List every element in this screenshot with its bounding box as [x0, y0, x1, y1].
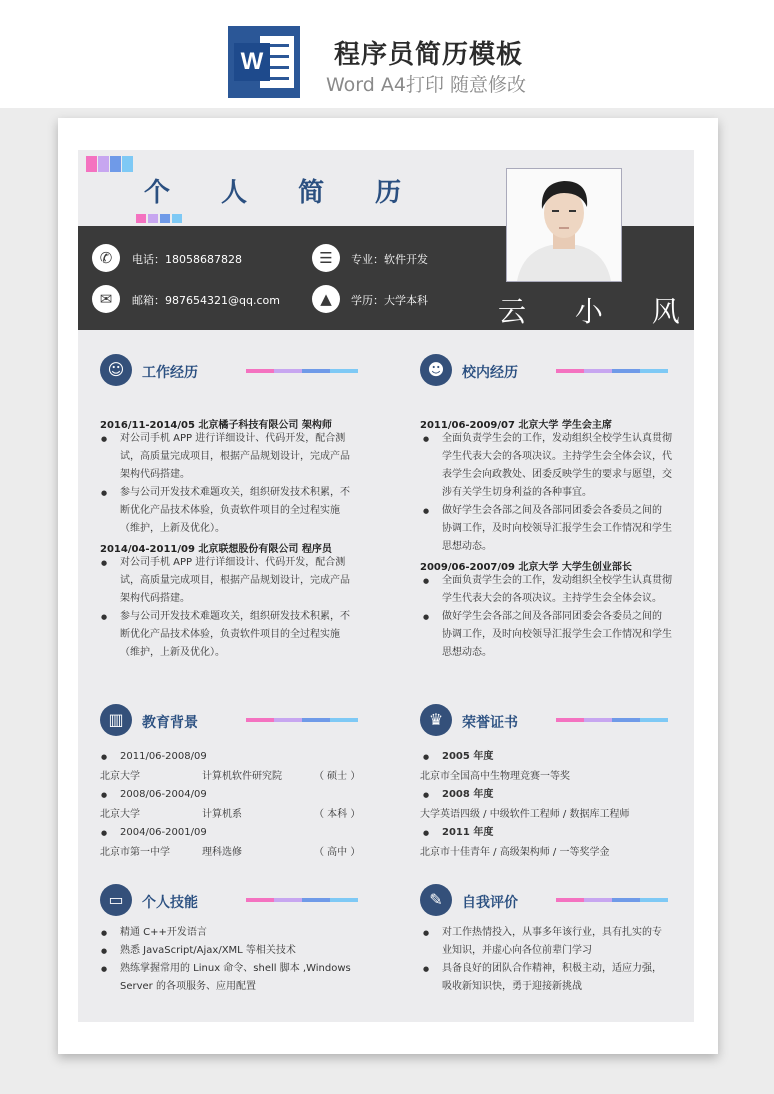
campus-job-1-bullet-1 — [442, 430, 682, 502]
work-color-bar — [246, 369, 358, 373]
self-1 — [442, 924, 682, 960]
education-1-major: 计算机软件研究院 — [202, 771, 282, 782]
line: 学生代表大会的各项决议。主持学生会全体会议，代 — [442, 451, 672, 462]
phone-icon: ✆ — [92, 244, 120, 272]
campus-title: 校内经历 — [462, 365, 518, 381]
education-2-date: ● 2008/06-2004/09 — [120, 786, 320, 804]
template-title: 程序员简历模板 — [334, 40, 524, 70]
template-header — [0, 0, 774, 108]
education-3-degree: （ 高中 ） — [314, 847, 361, 858]
worker-icon: ☻ — [420, 354, 452, 386]
self-title: 自我评价 — [462, 895, 518, 911]
work-title: 工作经历 — [142, 365, 198, 381]
line: 思想动态。 — [442, 541, 492, 552]
contact-major: 专业：软件开发 — [351, 253, 428, 266]
line: ● 参与公司开发技术难题攻关，组织研发技术积累，不 — [120, 611, 350, 622]
line: ● 具备良好的团队合作精神，积极主动，适应力强， — [442, 963, 662, 974]
line: 协调工作，及时向校领导汇报学生会工作情况和学生 — [442, 523, 672, 534]
line: ● 做好学生会各部之间及各部同团委会各委员之间的 — [442, 611, 662, 622]
campus-job-2-bullet-1 — [442, 572, 682, 608]
deco-square-blue — [110, 156, 121, 172]
education-3-school: 北京市第一中学 — [100, 847, 170, 858]
work-job-2-bullet-2 — [120, 608, 372, 662]
deco-square-small-purple — [148, 214, 158, 223]
education-color-bar — [246, 718, 358, 722]
trophy-icon: ♛ — [420, 704, 452, 736]
line: 思想动态。 — [442, 647, 492, 658]
line: ● 全面负责学生会的工作，发动组织全校学生认真贯彻 — [442, 433, 672, 444]
line: 断优化产品技术体验，负责软件项目的全过程实施 — [120, 629, 340, 640]
education-2-major: 计算机系 — [202, 809, 242, 820]
education-2-school: 北京大学 — [100, 809, 140, 820]
profile-photo — [506, 168, 622, 282]
deco-square-small-lightblue — [172, 214, 182, 223]
line: ● 对公司手机 APP 进行详细设计、代码开发，配合测 — [120, 433, 346, 444]
word-icon-letter: W — [234, 43, 270, 81]
line: ● 全面负责学生会的工作，发动组织全校学生认真贯彻 — [442, 575, 672, 586]
contact-phone: 电话：18058687828 — [132, 253, 242, 266]
skill-2 — [120, 942, 380, 960]
line: 协调工作，及时向校领导汇报学生会工作情况和学生 — [442, 629, 672, 640]
pen-icon: ✎ — [420, 884, 452, 916]
honor-1-text: 北京市全国高中生物理竞赛一等奖 — [420, 771, 570, 782]
resume-sheet — [78, 150, 700, 1022]
deco-square-pink — [86, 156, 97, 172]
deco-square-lightblue — [122, 156, 133, 172]
work-job-1-bullet-2 — [120, 484, 372, 538]
portrait-illustration — [507, 169, 621, 281]
self-2 — [442, 960, 682, 996]
mail-icon: ✉ — [92, 285, 120, 313]
education-3-date: ● 2004/06-2001/09 — [120, 824, 320, 842]
contact-email: 邮箱：987654321@qq.com — [132, 294, 280, 307]
line: ● 对公司手机 APP 进行详细设计、代码开发，配合测 — [120, 557, 346, 568]
honor-1-year: ● 2005 年度 — [442, 748, 642, 766]
honor-3-text: 北京市十佳青年 / 高级架构师 / 一等奖学金 — [420, 847, 610, 858]
line: ● 对工作热情投入，从事多年该行业，具有扎实的专 — [442, 927, 662, 938]
education-1-school: 北京大学 — [100, 771, 140, 782]
skills-color-bar — [246, 898, 358, 902]
resume-page — [58, 118, 718, 1054]
line: ● 熟练掌握常用的 Linux 命令、shell 脚本 ,Windows — [120, 963, 351, 974]
deco-square-purple — [98, 156, 109, 172]
line: 表学生会向政教处、团委反映学生的要求与愿望，交 — [442, 469, 672, 480]
line: Server 的各项服务、应用配置 — [120, 981, 256, 992]
line: 涉有关学生切身利益的各种事宜。 — [442, 487, 592, 498]
work-job-2-header: 2014/04-2011/09 北京联想股份有限公司 程序员 — [100, 544, 332, 555]
candidate-name: 云 小 风 — [498, 295, 700, 328]
honor-2-text: 大学英语四级 / 中级软件工程师 / 数据库工程师 — [420, 809, 630, 820]
template-subtitle: Word A4打印 随意修改 — [326, 74, 527, 96]
resume-title: 个 人 简 历 — [144, 178, 423, 208]
line: ● 参与公司开发技术难题攻关，组织研发技术积累，不 — [120, 487, 350, 498]
skill-1 — [120, 924, 380, 942]
education-2-degree: （ 本科 ） — [314, 809, 361, 820]
skill-3 — [120, 960, 380, 996]
education-1-degree: （ 硕士 ） — [314, 771, 361, 782]
line: 吸收新知识快，勇于迎接新挑战 — [442, 981, 582, 992]
skills-title: 个人技能 — [142, 895, 198, 911]
building-icon: ▥ — [100, 704, 132, 736]
education-title: 教育背景 — [142, 715, 198, 731]
contact-degree: 学历：大学本科 — [351, 294, 428, 307]
line: （维护，上新及优化）。 — [120, 647, 225, 658]
campus-job-2-header: 2009/06-2007/09 北京大学 大学生创业部长 — [420, 562, 632, 573]
work-job-1-bullet-1 — [120, 430, 372, 484]
line: 业知识，并虚心向各位前辈门学习 — [442, 945, 592, 956]
line: （维护，上新及优化）。 — [120, 523, 225, 534]
honors-color-bar — [556, 718, 668, 722]
line: ● 做好学生会各部之间及各部同团委会各委员之间的 — [442, 505, 662, 516]
campus-color-bar — [556, 369, 668, 373]
line: 架构代码搭建。 — [120, 593, 190, 604]
campus-job-1-bullet-2 — [442, 502, 682, 556]
campus-job-1-header: 2011/06-2009/07 北京大学 学生会主席 — [420, 420, 612, 431]
document-icon: ☰ — [312, 244, 340, 272]
education-1-date: ● 2011/06-2008/09 — [120, 748, 320, 766]
word-icon — [228, 26, 300, 98]
graduation-cap-icon: ▲ — [312, 285, 340, 313]
laptop-icon: ▭ — [100, 884, 132, 916]
line: ● 熟悉 JavaScript/Ajax/XML 等相关技术 — [120, 945, 296, 956]
line: ● 精通 C++开发语言 — [120, 927, 207, 938]
self-color-bar — [556, 898, 668, 902]
deco-square-small-pink — [136, 214, 146, 223]
user-icon: ☺ — [100, 354, 132, 386]
line: 试，高质量完成项目，根据产品规划设计，完成产品 — [120, 451, 350, 462]
deco-square-small-blue — [160, 214, 170, 223]
line: 试，高质量完成项目，根据产品规划设计，完成产品 — [120, 575, 350, 586]
line: 架构代码搭建。 — [120, 469, 190, 480]
education-3-major: 理科选修 — [202, 847, 242, 858]
campus-job-2-bullet-2 — [442, 608, 682, 662]
honor-3-year: ● 2011 年度 — [442, 824, 642, 842]
honors-title: 荣誉证书 — [462, 715, 518, 731]
work-job-1-header: 2016/11-2014/05 北京橘子科技有限公司 架构师 — [100, 420, 332, 431]
honor-2-year: ● 2008 年度 — [442, 786, 642, 804]
line: 学生代表大会的各项决议。主持学生会全体会议。 — [442, 593, 662, 604]
line: 断优化产品技术体验，负责软件项目的全过程实施 — [120, 505, 340, 516]
work-job-2-bullet-1 — [120, 554, 372, 608]
